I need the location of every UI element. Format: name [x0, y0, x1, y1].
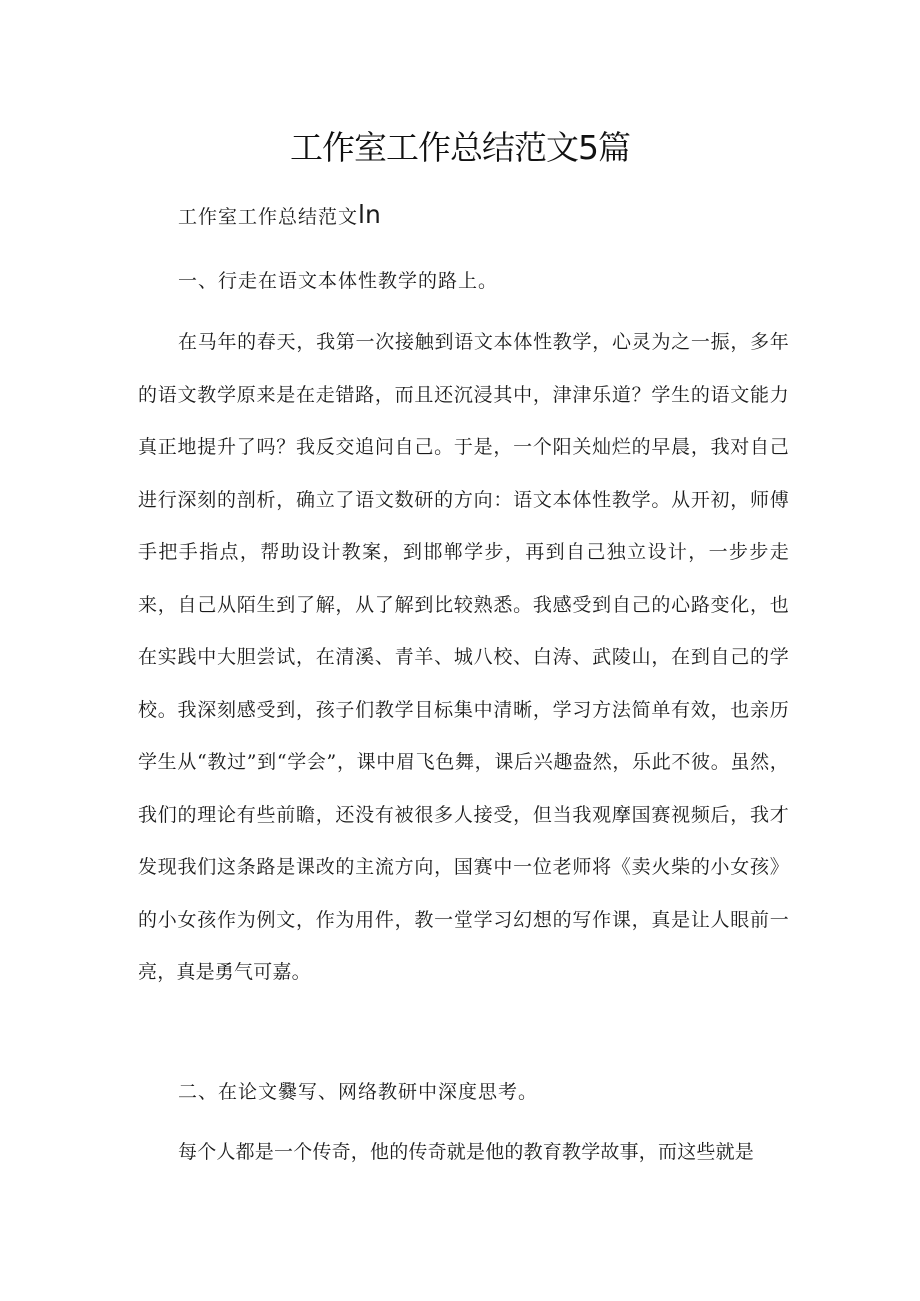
section-2-paragraph: 每个人都是一个传奇，他的传奇就是他的教育教学故事，而这些就是	[178, 1141, 755, 1163]
subtitle-suffix: ln	[358, 200, 381, 229]
section-1-heading: 一、行走在语文本体性教学的路上。	[178, 270, 499, 292]
document-subtitle	[178, 200, 381, 229]
subtitle-text: 工作室工作总结范文	[178, 206, 359, 228]
section-1-paragraph: 在马年的春天，我第一次接触到语文本体性教学，心灵为之一振，多年的语文教学原来是在走错路，而且还沉浸其中，津津乐道？学生的语文能力真正地提升了吗？我反交追问自己。于是，一个阳关灿烂的早晨，我对自己进行深刻的剖析，确立了语文数研的方向：语文本体性教学。从开初，师傅手把手指点，帮助设计教案，到邯郸学步，再到自己独立设计，一步步走来，自己从陌生到了解，从了解到比较熟悉。我感受到自己的心路变化，也在实践中大胆尝试，在清溪、青羊、城八校、白涛、武陵山，在到自己的学校。我深刻感受到，孩子们教学目标集中清晰，学习方法简单有效，也亲历学生从“教过”到“学会”，课中眉飞色舞，课后兴趣盎然，乐此不彼。虽然，我们的理论有些前瞻，还没有被很多人接受，但当我观摩国赛视频后，我才发现我们这条路是课改的主流方向，国赛中一位老师将《卖火柴的小女孩》的小女孩作为例文，作为用件，教一堂学习幻想的写作课，真是让人眼前一亮，真是勇气可嘉。	[138, 331, 789, 983]
document-title: 工作室工作总结范文5篇	[290, 128, 630, 167]
section-2-heading: 二、在论文爨写、网络教研中深度思考。	[178, 1081, 539, 1103]
